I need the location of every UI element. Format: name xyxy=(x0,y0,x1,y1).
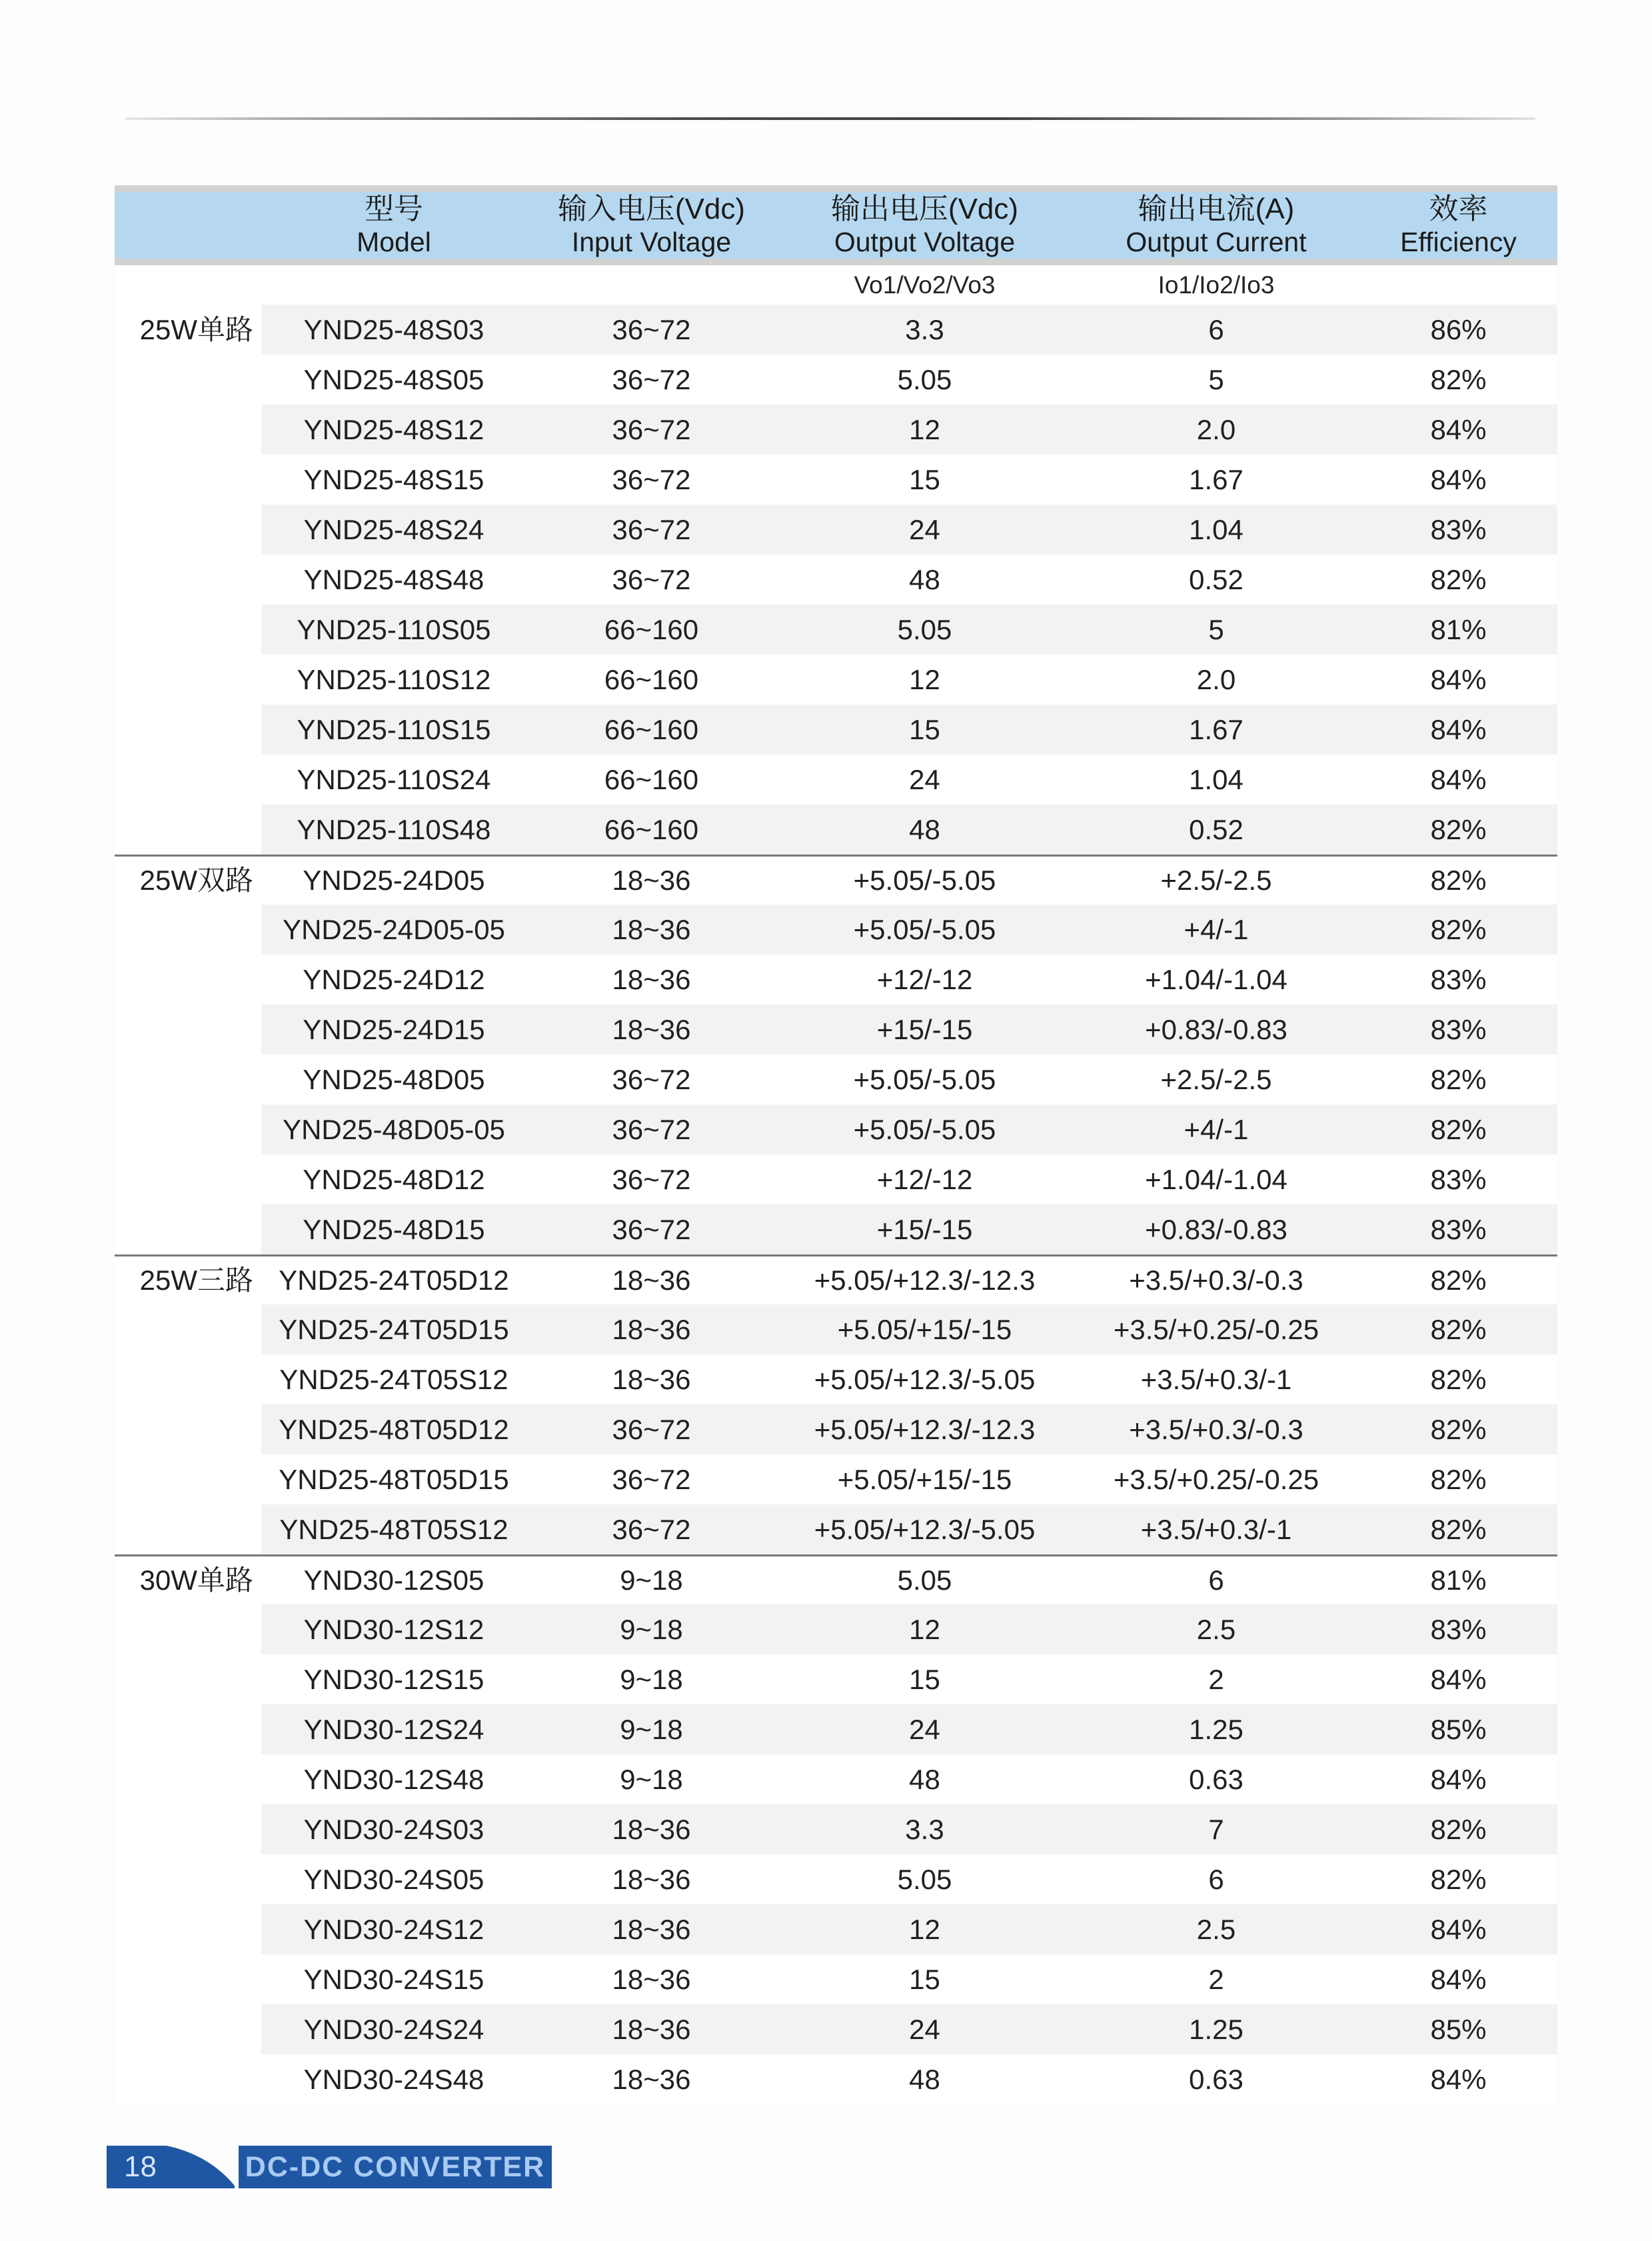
cell-input-voltage: 9~18 xyxy=(620,1763,683,1795)
header-output-current-zh: 输出电流(A) xyxy=(1138,193,1295,225)
cell-output-voltage: 12 xyxy=(909,413,940,445)
cell-model: YND30-12S24 xyxy=(303,1713,484,1745)
table-row xyxy=(115,905,1557,955)
cell-output-voltage: 48 xyxy=(909,563,940,595)
cell-model: YND25-110S24 xyxy=(297,763,491,795)
cell-model: YND30-24S24 xyxy=(303,2013,484,2045)
cell-efficiency: 85% xyxy=(1430,2013,1487,2045)
cell-input-voltage: 36~72 xyxy=(612,1413,691,1445)
header-cell-output-current xyxy=(1073,194,1359,257)
cell-efficiency: 84% xyxy=(1430,413,1487,445)
cell-efficiency: 84% xyxy=(1430,1663,1487,1695)
cell-output-voltage: +5.05/+12.3/-5.05 xyxy=(814,1513,1036,1545)
table-row xyxy=(115,1254,1557,1304)
cell-input-voltage: 36~72 xyxy=(612,1163,691,1195)
cell-model: YND25-24D15 xyxy=(303,1013,485,1045)
cell-output-voltage: 15 xyxy=(909,463,940,495)
cell-output-current: 2.5 xyxy=(1196,1613,1236,1645)
table-row xyxy=(115,955,1557,1005)
cell-efficiency: 84% xyxy=(1430,463,1487,495)
page-footer xyxy=(107,2146,552,2188)
table-row xyxy=(115,305,1557,355)
cell-output-current: +2.5/-2.5 xyxy=(1160,865,1272,896)
page-number: 18 xyxy=(124,2150,157,2183)
cell-efficiency: 84% xyxy=(1430,1763,1487,1795)
table-row xyxy=(115,555,1557,605)
table-row xyxy=(115,1554,1557,1604)
cell-output-current: +3.5/+0.25/-0.25 xyxy=(1113,1313,1319,1345)
table-row xyxy=(115,2054,1557,2104)
cell-output-voltage: 3.3 xyxy=(905,313,944,345)
cell-efficiency: 82% xyxy=(1430,363,1487,395)
cell-output-voltage: 5.05 xyxy=(897,363,952,395)
header-top-edge xyxy=(115,185,1557,192)
cell-model: YND25-48T05D12 xyxy=(279,1413,509,1445)
table-row xyxy=(115,1105,1557,1154)
header-output-voltage-zh: 输出电压(Vdc) xyxy=(830,193,1019,225)
cell-efficiency: 83% xyxy=(1430,513,1487,545)
table-row xyxy=(115,1005,1557,1055)
table-rows xyxy=(115,305,1557,2104)
cell-model: YND25-110S05 xyxy=(297,613,491,645)
cell-efficiency: 83% xyxy=(1430,963,1487,995)
table-row xyxy=(115,1504,1557,1554)
cell-efficiency: 82% xyxy=(1430,865,1487,896)
cell-model: YND25-24T05S12 xyxy=(279,1363,508,1395)
table-row xyxy=(115,1304,1557,1354)
cell-output-current: +0.83/-0.83 xyxy=(1145,1013,1287,1045)
cell-efficiency: 82% xyxy=(1430,1313,1487,1345)
subheader-output-current: Io1/Io2/Io3 xyxy=(1158,271,1275,299)
group-label: 30W单路 xyxy=(139,1564,253,1596)
header-cell-efficiency xyxy=(1359,194,1557,257)
cell-input-voltage: 18~36 xyxy=(612,1313,691,1345)
cell-efficiency: 82% xyxy=(1430,1813,1487,1845)
header-input-voltage-en: Input Voltage xyxy=(571,227,732,257)
cell-output-current: 0.52 xyxy=(1189,813,1243,845)
table-row xyxy=(115,1055,1557,1105)
cell-output-voltage: +5.05/+12.3/-12.3 xyxy=(814,1413,1036,1445)
cell-output-current: +1.04/-1.04 xyxy=(1145,1163,1287,1195)
cell-input-voltage: 9~18 xyxy=(620,1713,683,1745)
cell-model: YND25-24D05 xyxy=(303,865,485,896)
cell-output-current: 0.63 xyxy=(1189,2063,1243,2095)
cell-input-voltage: 36~72 xyxy=(612,1113,691,1145)
cell-output-current: 2 xyxy=(1208,1963,1224,1995)
cell-efficiency: 84% xyxy=(1430,1913,1487,1945)
cell-input-voltage: 18~36 xyxy=(612,1264,691,1296)
cell-output-current: 0.63 xyxy=(1189,1763,1243,1795)
cell-model: YND25-48D15 xyxy=(303,1213,485,1245)
cell-model: YND25-110S12 xyxy=(297,663,491,695)
cell-output-voltage: 48 xyxy=(909,1763,940,1795)
group-label: 25W三路 xyxy=(139,1264,253,1296)
cell-output-current: 2.0 xyxy=(1196,663,1236,695)
cell-model: YND30-12S48 xyxy=(303,1763,484,1795)
header-cell-output-voltage xyxy=(776,194,1073,257)
cell-model: YND25-48D12 xyxy=(303,1163,485,1195)
cell-output-voltage: 48 xyxy=(909,813,940,845)
cell-output-voltage: 5.05 xyxy=(897,1863,952,1895)
cell-input-voltage: 36~72 xyxy=(612,563,691,595)
cell-model: YND25-48S15 xyxy=(303,463,484,495)
cell-input-voltage: 18~36 xyxy=(612,1963,691,1995)
cell-output-voltage: 24 xyxy=(909,2013,940,2045)
cell-model: YND25-110S15 xyxy=(297,713,491,745)
header-cell-input-voltage xyxy=(526,194,776,257)
cell-efficiency: 82% xyxy=(1430,913,1487,945)
table-header-row xyxy=(115,192,1557,259)
cell-output-current: 1.67 xyxy=(1189,713,1243,745)
table-row xyxy=(115,1404,1557,1454)
page-number-box xyxy=(107,2146,235,2188)
cell-model: YND25-24D05-05 xyxy=(283,913,505,945)
cell-output-voltage: +5.05/+12.3/-12.3 xyxy=(814,1264,1036,1296)
cell-input-voltage: 36~72 xyxy=(612,1513,691,1545)
cell-output-voltage: 15 xyxy=(909,1663,940,1695)
cell-output-voltage: 5.05 xyxy=(897,613,952,645)
table-row xyxy=(115,1954,1557,2004)
cell-input-voltage: 66~160 xyxy=(604,763,699,795)
footer-swoosh-shape xyxy=(161,2146,235,2188)
cell-output-voltage: +5.05/+15/-15 xyxy=(837,1463,1012,1495)
table-row xyxy=(115,705,1557,755)
cell-output-current: +1.04/-1.04 xyxy=(1145,963,1287,995)
cell-model: YND25-48S05 xyxy=(303,363,484,395)
cell-model: YND25-24T05D15 xyxy=(279,1313,509,1345)
cell-output-current: +3.5/+0.3/-0.3 xyxy=(1129,1264,1303,1296)
table-row xyxy=(115,855,1557,905)
cell-efficiency: 84% xyxy=(1430,663,1487,695)
table-row xyxy=(115,1604,1557,1654)
cell-output-current: 2.0 xyxy=(1196,413,1236,445)
table-row xyxy=(115,805,1557,855)
cell-model: YND25-24T05D12 xyxy=(279,1264,509,1296)
cell-input-voltage: 18~36 xyxy=(612,963,691,995)
cell-input-voltage: 9~18 xyxy=(620,1564,683,1596)
cell-efficiency: 82% xyxy=(1430,1863,1487,1895)
cell-output-voltage: +5.05/-5.05 xyxy=(853,913,996,945)
cell-output-current: 1.04 xyxy=(1189,513,1243,545)
cell-model: YND30-12S05 xyxy=(303,1564,484,1596)
cell-output-current: 0.52 xyxy=(1189,563,1243,595)
cell-model: YND25-48T05D15 xyxy=(279,1463,509,1495)
cell-input-voltage: 36~72 xyxy=(612,1063,691,1095)
cell-output-voltage: 48 xyxy=(909,2063,940,2095)
footer-title: DC-DC CONVERTER xyxy=(245,2150,546,2183)
cell-efficiency: 83% xyxy=(1430,1163,1487,1195)
cell-input-voltage: 18~36 xyxy=(612,2013,691,2045)
cell-efficiency: 85% xyxy=(1430,1713,1487,1745)
table-row xyxy=(115,405,1557,455)
cell-output-current: +0.83/-0.83 xyxy=(1145,1213,1287,1245)
cell-model: YND30-24S05 xyxy=(303,1863,484,1895)
table-row xyxy=(115,605,1557,655)
cell-output-current: 7 xyxy=(1208,1813,1224,1845)
cell-efficiency: 83% xyxy=(1430,1613,1487,1645)
cell-output-voltage: 24 xyxy=(909,513,940,545)
cell-efficiency: 82% xyxy=(1430,1413,1487,1445)
table-row xyxy=(115,455,1557,505)
header-input-voltage-zh: 输入电压(Vdc) xyxy=(557,193,746,225)
cell-output-current: 1.04 xyxy=(1189,763,1243,795)
header-output-current-en: Output Current xyxy=(1126,227,1307,257)
cell-output-current: +3.5/+0.3/-1 xyxy=(1140,1513,1292,1545)
cell-model: YND25-48S24 xyxy=(303,513,484,545)
cell-input-voltage: 66~160 xyxy=(604,663,699,695)
table-row xyxy=(115,1904,1557,1954)
cell-input-voltage: 66~160 xyxy=(604,713,699,745)
cell-efficiency: 84% xyxy=(1430,713,1487,745)
cell-efficiency: 86% xyxy=(1430,313,1487,345)
cell-model: YND25-24D12 xyxy=(303,963,485,995)
cell-input-voltage: 9~18 xyxy=(620,1613,683,1645)
group-label: 25W单路 xyxy=(139,313,253,345)
table-row xyxy=(115,505,1557,555)
group-label: 25W双路 xyxy=(139,865,253,896)
cell-model: YND25-110S48 xyxy=(297,813,491,845)
cell-output-current: 2.5 xyxy=(1196,1913,1236,1945)
cell-output-current: +4/-1 xyxy=(1184,913,1249,945)
header-efficiency-en: Efficiency xyxy=(1400,227,1517,257)
cell-efficiency: 82% xyxy=(1430,563,1487,595)
cell-output-voltage: +12/-12 xyxy=(876,963,973,995)
cell-model: YND25-48S12 xyxy=(303,413,484,445)
table-row xyxy=(115,1804,1557,1854)
cell-model: YND30-12S12 xyxy=(303,1613,484,1645)
cell-output-voltage: +12/-12 xyxy=(876,1163,973,1195)
cell-input-voltage: 18~36 xyxy=(612,1363,691,1395)
cell-output-voltage: +15/-15 xyxy=(876,1013,973,1045)
cell-output-current: +4/-1 xyxy=(1184,1113,1249,1145)
cell-input-voltage: 18~36 xyxy=(612,1013,691,1045)
cell-output-voltage: 3.3 xyxy=(905,1813,944,1845)
cell-efficiency: 84% xyxy=(1430,1963,1487,1995)
cell-output-current: +3.5/+0.3/-1 xyxy=(1140,1363,1292,1395)
cell-efficiency: 82% xyxy=(1430,1463,1487,1495)
cell-input-voltage: 36~72 xyxy=(612,313,691,345)
cell-output-voltage: +15/-15 xyxy=(876,1213,973,1245)
table-subheader-row xyxy=(115,265,1557,305)
cell-efficiency: 83% xyxy=(1430,1013,1487,1045)
cell-input-voltage: 18~36 xyxy=(612,1913,691,1945)
cell-model: YND25-48T05S12 xyxy=(279,1513,508,1545)
cell-model: YND30-24S12 xyxy=(303,1913,484,1945)
cell-output-current: 1.25 xyxy=(1189,1713,1243,1745)
table-row xyxy=(115,355,1557,405)
cell-model: YND30-24S48 xyxy=(303,2063,484,2095)
header-efficiency-zh: 效率 xyxy=(1429,193,1488,225)
cell-model: YND25-48S48 xyxy=(303,563,484,595)
table-row xyxy=(115,1454,1557,1504)
cell-efficiency: 82% xyxy=(1430,1513,1487,1545)
header-output-voltage-en: Output Voltage xyxy=(834,227,1016,257)
cell-output-current: 5 xyxy=(1208,363,1224,395)
top-divider-line xyxy=(125,117,1535,120)
cell-efficiency: 82% xyxy=(1430,813,1487,845)
cell-efficiency: 84% xyxy=(1430,2063,1487,2095)
cell-input-voltage: 36~72 xyxy=(612,1463,691,1495)
cell-input-voltage: 66~160 xyxy=(604,813,699,845)
table-row xyxy=(115,1654,1557,1704)
cell-input-voltage: 36~72 xyxy=(612,463,691,495)
cell-model: YND25-48D05 xyxy=(303,1063,485,1095)
cell-efficiency: 82% xyxy=(1430,1063,1487,1095)
cell-output-voltage: +5.05/-5.05 xyxy=(853,1113,996,1145)
table-row xyxy=(115,1204,1557,1254)
cell-output-voltage: +5.05/+12.3/-5.05 xyxy=(814,1363,1036,1395)
cell-output-voltage: 24 xyxy=(909,763,940,795)
cell-output-current: 1.67 xyxy=(1189,463,1243,495)
header-model-zh: 型号 xyxy=(365,193,423,225)
cell-output-voltage: 24 xyxy=(909,1713,940,1745)
cell-output-voltage: 12 xyxy=(909,1613,940,1645)
cell-input-voltage: 18~36 xyxy=(612,1863,691,1895)
cell-output-current: 5 xyxy=(1208,613,1224,645)
table-row xyxy=(115,1704,1557,1754)
cell-efficiency: 82% xyxy=(1430,1264,1487,1296)
cell-model: YND30-24S03 xyxy=(303,1813,484,1845)
spec-table xyxy=(115,185,1557,2104)
cell-input-voltage: 36~72 xyxy=(612,1213,691,1245)
header-cell-model xyxy=(261,194,526,257)
cell-output-voltage: 15 xyxy=(909,713,940,745)
cell-output-voltage: 12 xyxy=(909,1913,940,1945)
table-row xyxy=(115,655,1557,705)
cell-output-voltage: 15 xyxy=(909,1963,940,1995)
cell-efficiency: 82% xyxy=(1430,1113,1487,1145)
cell-efficiency: 81% xyxy=(1430,1564,1487,1596)
cell-input-voltage: 66~160 xyxy=(604,613,699,645)
cell-efficiency: 83% xyxy=(1430,1213,1487,1245)
table-row xyxy=(115,1854,1557,1904)
cell-input-voltage: 18~36 xyxy=(612,2063,691,2095)
cell-output-voltage: 5.05 xyxy=(897,1564,952,1596)
cell-input-voltage: 9~18 xyxy=(620,1663,683,1695)
cell-output-voltage: +5.05/+15/-15 xyxy=(837,1313,1012,1345)
cell-efficiency: 82% xyxy=(1430,1363,1487,1395)
cell-input-voltage: 36~72 xyxy=(612,413,691,445)
cell-output-current: 6 xyxy=(1208,313,1224,345)
cell-output-current: +2.5/-2.5 xyxy=(1160,1063,1272,1095)
cell-output-current: 1.25 xyxy=(1189,2013,1243,2045)
cell-efficiency: 81% xyxy=(1430,613,1487,645)
cell-model: YND30-24S15 xyxy=(303,1963,484,1995)
table-row xyxy=(115,1154,1557,1204)
cell-model: YND25-48S03 xyxy=(303,313,484,345)
table-row xyxy=(115,2004,1557,2054)
cell-input-voltage: 36~72 xyxy=(612,513,691,545)
cell-input-voltage: 18~36 xyxy=(612,1813,691,1845)
cell-output-current: +3.5/+0.3/-0.3 xyxy=(1129,1413,1303,1445)
table-row xyxy=(115,1754,1557,1804)
cell-output-voltage: +5.05/-5.05 xyxy=(853,1063,996,1095)
table-row xyxy=(115,755,1557,805)
cell-output-current: 2 xyxy=(1208,1663,1224,1695)
cell-efficiency: 84% xyxy=(1430,763,1487,795)
cell-input-voltage: 18~36 xyxy=(612,865,691,896)
cell-output-current: +3.5/+0.25/-0.25 xyxy=(1113,1463,1319,1495)
header-bottom-edge xyxy=(115,259,1557,265)
cell-model: YND30-12S15 xyxy=(303,1663,484,1695)
cell-output-voltage: 12 xyxy=(909,663,940,695)
cell-output-current: 6 xyxy=(1208,1863,1224,1895)
cell-input-voltage: 18~36 xyxy=(612,913,691,945)
cell-output-current: 6 xyxy=(1208,1564,1224,1596)
cell-model: YND25-48D05-05 xyxy=(283,1113,505,1145)
table-row xyxy=(115,1354,1557,1404)
subheader-output-voltage: Vo1/Vo2/Vo3 xyxy=(854,271,996,299)
footer-title-bar xyxy=(239,2146,552,2188)
cell-output-voltage: +5.05/-5.05 xyxy=(853,865,996,896)
header-model-en: Model xyxy=(357,227,431,257)
cell-input-voltage: 36~72 xyxy=(612,363,691,395)
